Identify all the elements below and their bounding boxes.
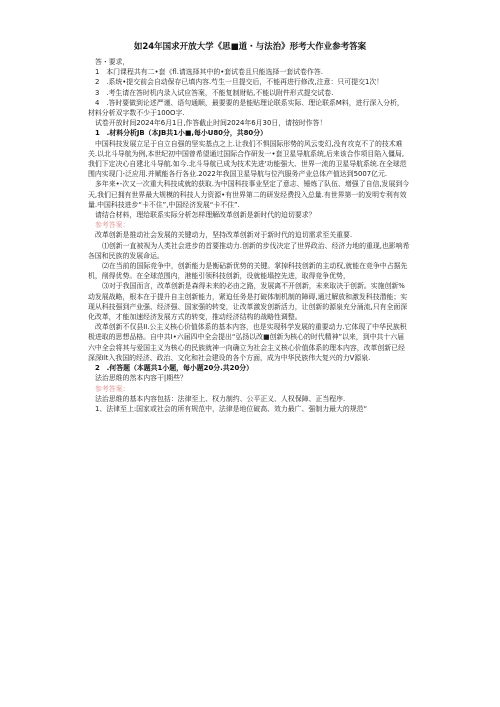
document-title: 如24年国求开放大学《思■道・与法治》形考大作业参考答案 (133, 42, 367, 52)
document-body (88, 57, 410, 414)
answer-1-point-1: ⑴创新一直被视为人类社会进步的首要推动力.创新的步伐决定了世界政治、经济力地的重现,也影响希各国和民族的发展命运。 (88, 241, 410, 260)
requirement-3: 3 .考生请在答时机内录入试应答案，不能复制财贴,不能以附件形式提交试卷. (95, 88, 334, 97)
answer-2-point-1: 1、法律至上:国家或社会的所有规范中，法律是地位破高、效力最广、强制力最大的规范“ (95, 404, 368, 413)
answer-2-intro: 法治思维的基本内容包括：法律至上、权力制约、公平正义、人权保障、正当程序. (95, 394, 346, 403)
question-2-prompt: 法治思维的然本内容干|期些？ (95, 374, 187, 383)
question-1-heading: 1 .材料分析JB（本JB共1小■,每小U80分，共80分） (95, 129, 267, 138)
requirement-1: 1 本门课程共有二•套《fl.请选择其中的•套试卷且只能选择一套试卷作答. (95, 68, 323, 77)
requirements-heading: 答・要求， (95, 58, 130, 66)
requirement-2: 2 .系统•提交前会自动保存已填内容.芍生一旦提交后，不能再进行修改,注意：只可提交1次！ (95, 78, 384, 87)
material-paragraph-1: 中国科技发展立足于自立自强的坚实基点之上.让我们不惧国际形势的风云变幻,没有攻克不了的技术难关.以北斗导航为例,本世纪初中国曾希望通过国际合作研发一•套卫星导航系统,后来该合作项目陷入僵局,我们下定决心自建北斗导航.如今.北斗导航已成为技术先进'功能强大、世界一流的卫星导航系统.在全球范围内实现门-泛应用.并赋能各行各业.2022年我国卫星导航与位汽服务产业总体产值达到5007亿元. (88, 139, 407, 179)
exam-time-note: 试卷开放时间2024年6月1日,作答截止时间2024年6月30日，请按时作答！ (95, 119, 327, 128)
question-2-heading: 2 .何答题（本题共1小题，每小题20分.共20分） (95, 364, 254, 373)
material-paragraph-2: 多年来•-次又一次重大科技成就的获取.为中国科技事业坚定了意志、锤炼了队伍、增强了自信,发展到今天,我们已拥有世界最大规模的科技人力资源•有世界第二的研发经费投入总量.有世界第一的发明专利有效量.中国科技进步“卡不住”,中国经济发展“卡不住”. (88, 180, 410, 209)
answer-1-conclusion: 改革创新不仅县II.公主义核心价值体系的基本内容，也是实现科学发展的重要动力.它体现了中华民族积极进取的思想品格。自中共I•六届四中全会提出“弘扬以改■创新为核心的时代精神”以来，到中共十六届六中全会将其与爱国主义为核心的民族就神一向确立为社会主义核心价值体系的理本内容，改革创新已经深深Ilt入我国的经济、政治、文化和社会建设的各个方面，成为中华民族伟大复兴的力V源泉. (88, 323, 407, 362)
answer-1-point-3: ⑶对于我国而言，改革创新是森得未来的必由之路，发展离不开创新，未来取决于创新。实施创新%动发展战略，根本在于提升自主创新能力，紧迫任务是打破体制机制的障碍,通过解放和激发科技潜能；实现从科技强到产业强、经济强、国家强的转变，让改革激发创新活力，让创新的源泉充分涌流,只有全面深化改革，才能加速经济发展方式的转变，推动经济结构的战略性调整。 (88, 282, 408, 322)
requirement-4: 4 .答时要做到论述严谨、语句通顺，最要要的是能贴理论联系实际、理论联系M料，进行深入分析，材料分析双字数不少于100O字. (88, 98, 404, 118)
reference-answer-label-2: 参考答案： (95, 384, 130, 393)
question-1-prompt: 请结合材料，理给联系实际分析怎样理解改革创新是新时代的迫切要求？ (95, 211, 316, 220)
answer-1-point-2: ⑵在当前的国际竞争中，创新能力是衡砧新优势的关键。掌掉科技创新的主动权,就能在竞争中占据先机，削得优势。在全球范围内，港能引领科技创新，设就能塌控先进，取得竞争优势， (88, 262, 408, 281)
answer-1-intro: 改革创新是推动社会发展的关键动力，坚持改革创新对于新时代的迫切需求至关重要. (95, 231, 353, 240)
reference-answer-label-1: 参考答案： (95, 221, 130, 230)
